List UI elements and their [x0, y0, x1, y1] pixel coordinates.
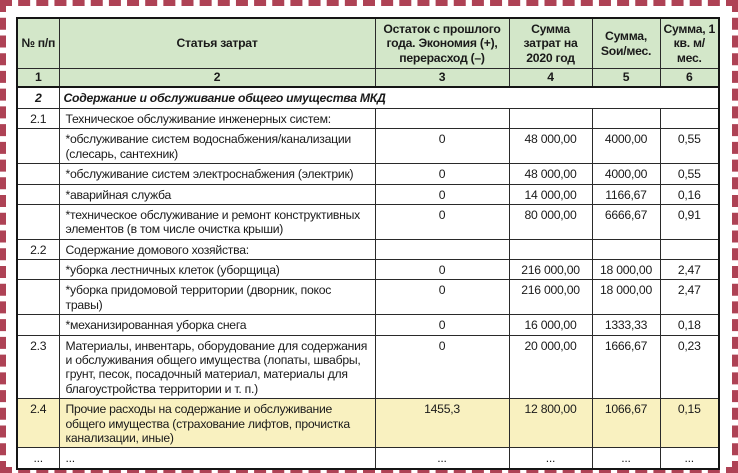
sum-soi-cell: 1066,67	[592, 399, 660, 448]
row-number-cell	[17, 204, 59, 239]
expense-item-cell: *обслуживание систем электроснабжения (электрик)	[59, 164, 375, 184]
column-number: 5	[592, 69, 660, 87]
table-row	[17, 164, 719, 184]
column-numbers-row	[17, 69, 719, 87]
column-number: 3	[375, 69, 509, 87]
table-row	[17, 184, 719, 204]
table-row	[17, 108, 719, 128]
sum-sqm-cell: 0,23	[660, 335, 719, 399]
header-col-npp: № п/п	[17, 18, 59, 69]
expense-item-cell: *уборка лестничных клеток (уборщица)	[59, 260, 375, 280]
table-row	[17, 280, 719, 315]
sum-sqm-cell: 0,55	[660, 129, 719, 164]
row-number-cell	[17, 184, 59, 204]
sum-sqm-cell: 2,47	[660, 260, 719, 280]
sum-2020-cell: 216 000,00	[509, 280, 592, 315]
header-col-balance: Остаток с прошлого года. Экономия (+), перерасход (–)	[375, 18, 509, 69]
sum-2020-cell: 80 000,00	[509, 204, 592, 239]
sum-soi-cell: 6666,67	[592, 204, 660, 239]
row-number-cell: 2.2	[17, 239, 59, 259]
column-number: 4	[509, 69, 592, 87]
sum-soi-cell: 1333,33	[592, 315, 660, 335]
sum-soi-cell	[592, 239, 660, 259]
row-number-cell: ...	[17, 448, 59, 469]
sum-sqm-cell: 0,16	[660, 184, 719, 204]
expenses-table	[16, 17, 720, 470]
sum-sqm-cell: 0,15	[660, 399, 719, 448]
expense-item-cell: Содержание домового хозяйства:	[59, 239, 375, 259]
header-col-sum-sqm: Сумма, 1 кв. м/мес.	[660, 18, 719, 69]
row-number-cell	[17, 260, 59, 280]
expense-item-cell: *механизированная уборка снега	[59, 315, 375, 335]
row-number-cell	[17, 315, 59, 335]
expense-item-cell: *техническое обслуживание и ремонт конструктивных элементов (в том числе очистка крыши)	[59, 204, 375, 239]
table-row	[17, 399, 719, 448]
row-number-cell	[17, 280, 59, 315]
sum-sqm-cell	[660, 239, 719, 259]
table-row	[17, 315, 719, 335]
table-row	[17, 204, 719, 239]
balance-cell	[375, 108, 509, 128]
balance-cell: ...	[375, 448, 509, 469]
column-number: 1	[17, 69, 59, 87]
sum-2020-cell: 48 000,00	[509, 164, 592, 184]
sum-sqm-cell: 0,18	[660, 315, 719, 335]
balance-cell: 1455,3	[375, 399, 509, 448]
header-col-expense-item: Статья затрат	[59, 18, 375, 69]
expense-item-cell: *уборка придомовой территории (дворник, покос травы)	[59, 280, 375, 315]
section-number: 2	[17, 87, 59, 109]
balance-cell: 0	[375, 184, 509, 204]
sum-2020-cell: 48 000,00	[509, 129, 592, 164]
expense-item-cell: ...	[59, 448, 375, 469]
expense-item-cell: *обслуживание систем водоснабжения/канализации (слесарь, сантехник)	[59, 129, 375, 164]
sum-sqm-cell: 0,55	[660, 164, 719, 184]
sum-2020-cell: 14 000,00	[509, 184, 592, 204]
table-row	[17, 239, 719, 259]
sum-soi-cell: 18 000,00	[592, 260, 660, 280]
sum-soi-cell: 1666,67	[592, 335, 660, 399]
row-number-cell: 2.4	[17, 399, 59, 448]
row-number-cell: 2.3	[17, 335, 59, 399]
header-col-sum-soi: Сумма, Sои/мес.	[592, 18, 660, 69]
section-row	[17, 87, 719, 109]
table-row	[17, 260, 719, 280]
column-number: 6	[660, 69, 719, 87]
sum-soi-cell: 18 000,00	[592, 280, 660, 315]
header-col-sum-2020: Сумма затрат на 2020 год	[509, 18, 592, 69]
sum-soi-cell: 4000,00	[592, 129, 660, 164]
header-row	[17, 18, 719, 69]
row-number-cell	[17, 164, 59, 184]
sum-2020-cell: ...	[509, 448, 592, 469]
expense-item-cell: Материалы, инвентарь, оборудование для содержания и обслуживания общего имущества (лопаты, швабры, грунт, песок, посадочный материал, материалы для благоустройства территории и т. п.)	[59, 335, 375, 399]
row-number-cell	[17, 129, 59, 164]
balance-cell: 0	[375, 129, 509, 164]
balance-cell	[375, 239, 509, 259]
sum-2020-cell: 12 800,00	[509, 399, 592, 448]
balance-cell: 0	[375, 315, 509, 335]
balance-cell: 0	[375, 280, 509, 315]
expense-item-cell: *аварийная служба	[59, 184, 375, 204]
sum-sqm-cell: 2,47	[660, 280, 719, 315]
balance-cell: 0	[375, 335, 509, 399]
sum-soi-cell: ...	[592, 448, 660, 469]
table-row	[17, 448, 719, 469]
balance-cell: 0	[375, 260, 509, 280]
table-header	[17, 18, 719, 69]
section-title: Содержание и обслуживание общего имущества МКД	[59, 87, 719, 109]
sum-sqm-cell	[660, 108, 719, 128]
expense-item-cell: Техническое обслуживание инженерных систем:	[59, 108, 375, 128]
expense-item-cell: Прочие расходы на содержание и обслуживание общего имущества (страхование лифтов, прочистка канализации, иные)	[59, 399, 375, 448]
sum-2020-cell: 20 000,00	[509, 335, 592, 399]
sum-2020-cell	[509, 239, 592, 259]
sum-soi-cell	[592, 108, 660, 128]
balance-cell: 0	[375, 204, 509, 239]
row-number-cell: 2.1	[17, 108, 59, 128]
table-body	[17, 69, 719, 469]
balance-cell: 0	[375, 164, 509, 184]
sum-sqm-cell: 0,91	[660, 204, 719, 239]
column-number: 2	[59, 69, 375, 87]
sum-2020-cell: 16 000,00	[509, 315, 592, 335]
sum-2020-cell	[509, 108, 592, 128]
sum-2020-cell: 216 000,00	[509, 260, 592, 280]
sum-sqm-cell: ...	[660, 448, 719, 469]
sum-soi-cell: 1166,67	[592, 184, 660, 204]
table-row	[17, 335, 719, 399]
table-row	[17, 129, 719, 164]
sum-soi-cell: 4000,00	[592, 164, 660, 184]
